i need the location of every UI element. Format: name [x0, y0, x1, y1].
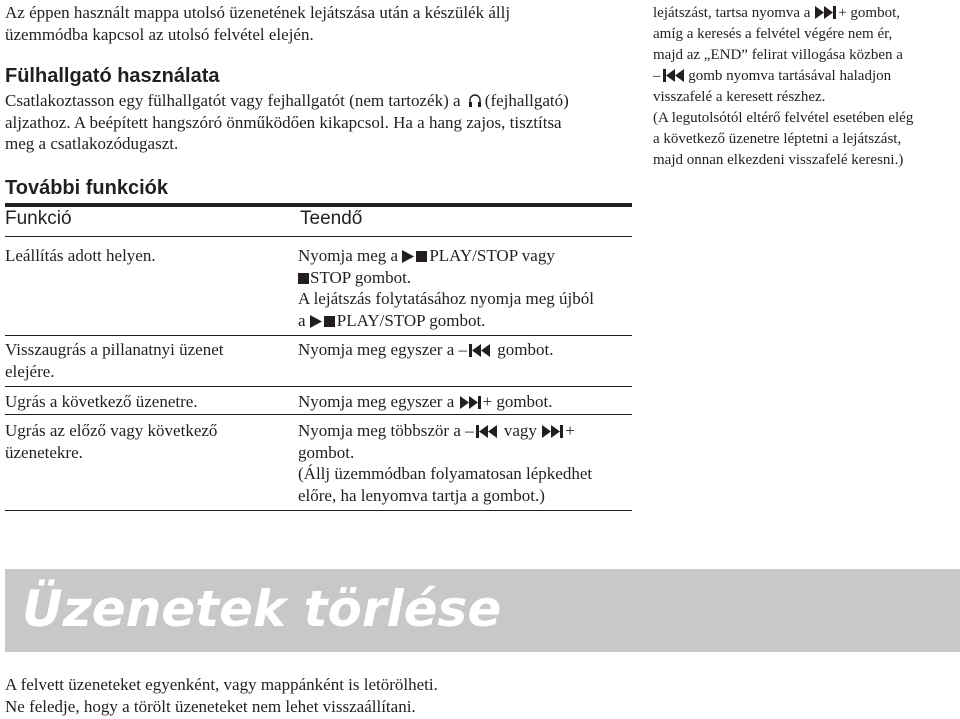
right-line — [653, 3, 958, 24]
right-line — [653, 66, 958, 87]
header-rule — [5, 236, 632, 237]
row-rule — [5, 386, 632, 387]
action-line: gombot. — [298, 442, 355, 462]
row-rule — [5, 414, 632, 415]
action-text: Nyomja meg többször a – — [298, 421, 474, 440]
right-line: a következő üzenetre léptetni a lejátszást, — [653, 131, 902, 147]
action-line — [298, 420, 633, 442]
table-cell-function: Ugrás a következő üzenetre. — [5, 392, 198, 411]
intro-paragraph — [5, 2, 625, 45]
previous-track-icon — [661, 69, 685, 82]
previous-track-icon — [467, 344, 493, 357]
headphones-line: meg a csatlakozódugaszt. — [5, 134, 179, 153]
action-text: gombot. — [497, 340, 554, 359]
right-line: visszafelé a keresett részhez. — [653, 89, 826, 105]
row-rule — [5, 510, 632, 511]
delete-line: Ne feledje, hogy a törölt üzeneteket nem lehet visszaállítani. — [5, 696, 416, 716]
action-text: a — [298, 310, 306, 330]
action-text: vagy — [503, 421, 537, 440]
row-rule — [5, 335, 632, 336]
next-track-icon — [459, 396, 483, 409]
right-column-paragraph — [653, 3, 958, 171]
headphones-paragraph — [5, 90, 630, 155]
action-line: előre, ha lenyomva tartja a gombot.) — [298, 485, 545, 505]
stop-icon — [298, 272, 310, 285]
action-text: Nyomja meg egyszer a – — [298, 340, 467, 359]
section-title: Üzenetek törlése — [22, 580, 502, 638]
right-line: majd onnan elkezdeni visszafelé keresni.) — [653, 152, 904, 168]
action-text: Nyomja meg egyszer a — [298, 392, 455, 411]
action-text: PLAY/STOP gombot. — [336, 310, 486, 330]
table-cell-function — [5, 339, 275, 382]
right-line: amíg a keresés a felvétel végére nem ér, — [653, 26, 893, 42]
action-text: Nyomja meg a — [298, 246, 399, 265]
next-track-icon — [814, 6, 838, 19]
headphones-line: aljzathoz. A beépített hangszóró önműködően kikapcsol. Ha a hang zajos, tisztítsa — [5, 112, 562, 132]
action-line — [298, 267, 633, 289]
intro-line: üzemmódba kapcsol az utolsó felvétel elején. — [5, 24, 314, 44]
action-line: (Állj üzemmódban folyamatosan lépkedhet — [298, 464, 593, 483]
column-header-action: Teendő — [300, 208, 363, 229]
right-text: lejátszást, tartsa nyomva a — [653, 5, 811, 21]
function-line: Visszaugrás a pillanatnyi üzenet — [5, 340, 224, 359]
headphones-heading: Fülhallgató használata — [5, 65, 220, 87]
previous-track-icon — [474, 425, 500, 438]
action-line — [298, 245, 633, 267]
right-text: – — [653, 68, 661, 84]
action-line — [298, 391, 633, 413]
function-line: Ugrás az előző vagy következő — [5, 421, 218, 440]
intro-line: Az éppen használt mappa utolsó üzenetének lejátszása után a készülék állj — [5, 3, 511, 22]
table-cell-action — [298, 339, 633, 361]
action-text: + gombot. — [482, 392, 553, 411]
right-text: gomb nyomva tartásával haladjon — [688, 68, 892, 84]
action-text: PLAY/STOP vagy — [429, 246, 555, 265]
column-header-function: Funkció — [5, 208, 72, 229]
action-text: + — [565, 421, 575, 440]
next-track-icon — [541, 425, 565, 438]
action-line — [298, 339, 633, 361]
headphones-text: Csatlakoztasson egy fülhallgatót vagy fejhallgatót (nem tartozék) a — [5, 91, 461, 110]
play-stop-icon — [402, 250, 429, 263]
play-stop-icon — [310, 315, 337, 328]
action-line: A lejátszás folytatásához nyomja meg újból — [298, 289, 595, 308]
table-cell-function — [5, 420, 275, 463]
headphones-line — [5, 90, 630, 112]
delete-line: A felvett üzeneteket egyenként, vagy mappánként is letörölheti. — [5, 675, 438, 694]
right-line: majd az „END” felirat villogása közben a — [653, 47, 903, 63]
headphones-icon — [468, 92, 482, 107]
function-line: üzenetekre. — [5, 442, 83, 462]
delete-paragraph — [5, 674, 945, 717]
right-text: + gombot, — [838, 5, 900, 21]
action-text: STOP gombot. — [310, 267, 412, 287]
right-line: (A legutolsótól eltérő felvétel esetében elég — [653, 110, 914, 126]
action-line — [298, 310, 633, 332]
function-line: elejére. — [5, 361, 55, 381]
table-cell-function: Leállítás adott helyen. — [5, 246, 156, 265]
headphones-text: (fejhallgató) — [484, 91, 569, 110]
table-cell-action — [298, 420, 633, 506]
table-cell-action — [298, 391, 633, 413]
functions-heading: További funkciók — [5, 177, 168, 199]
table-cell-action — [298, 245, 633, 331]
table-top-rule — [5, 203, 632, 207]
